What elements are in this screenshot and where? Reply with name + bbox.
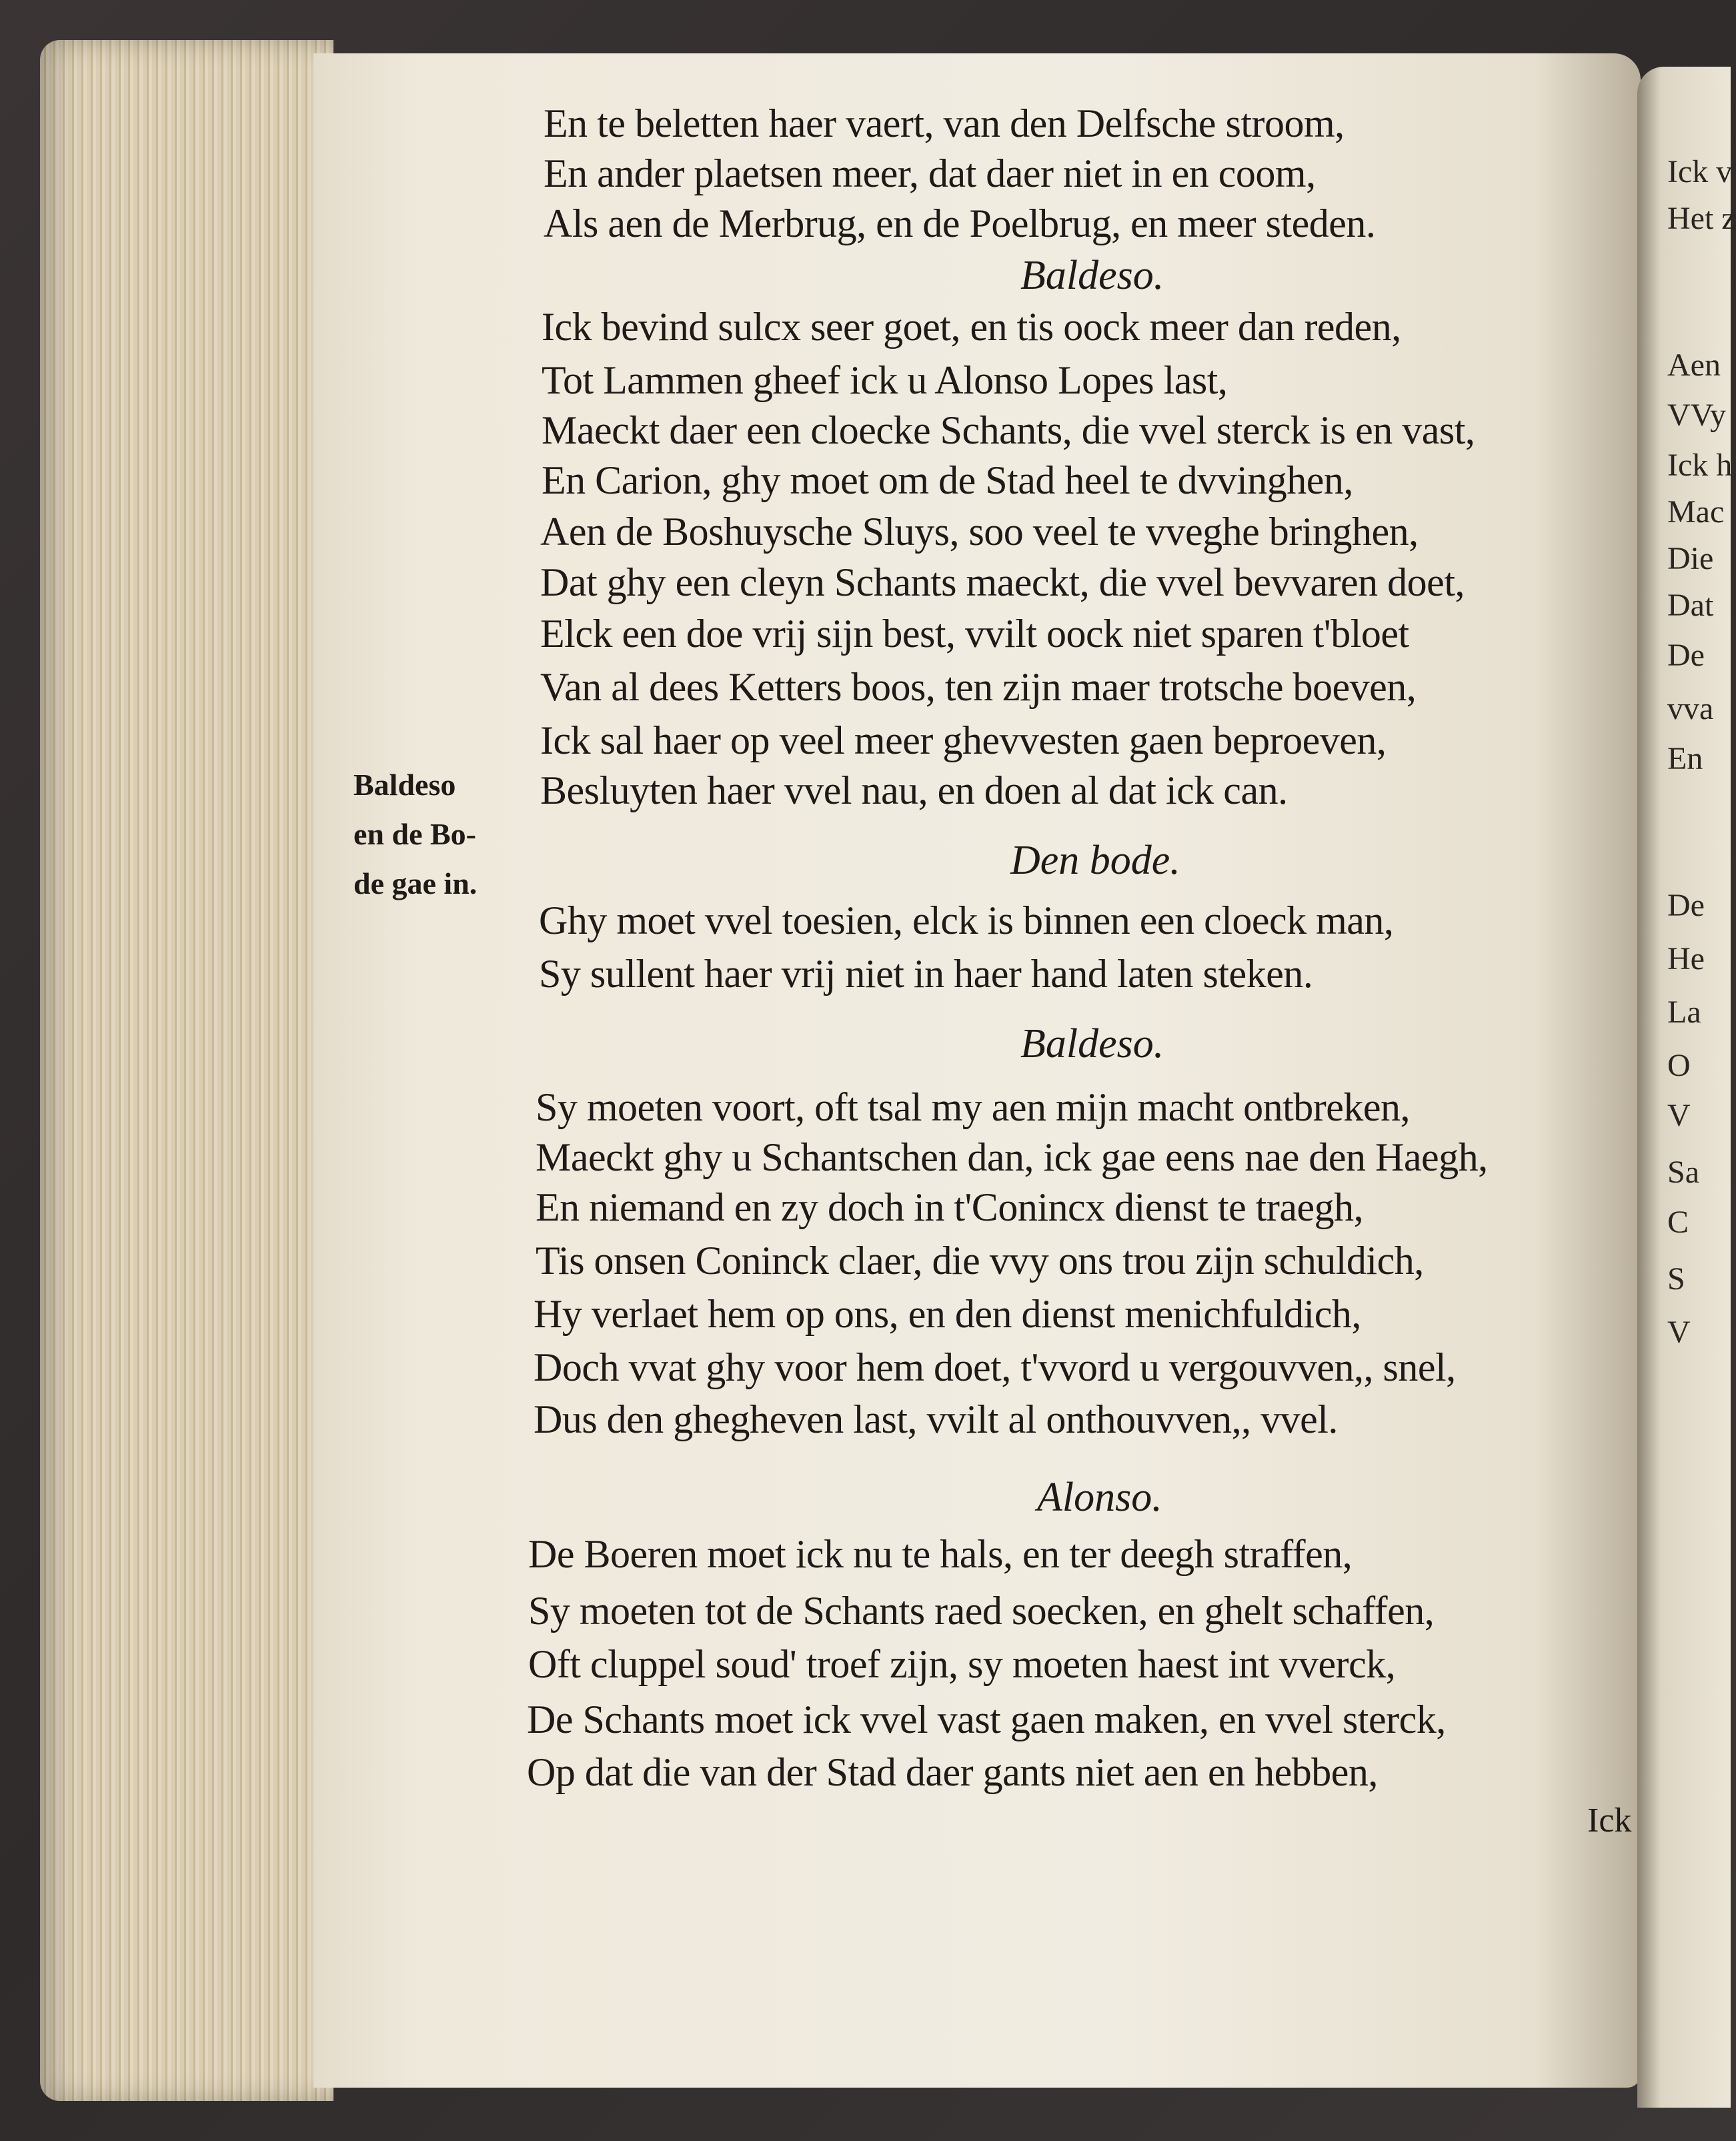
facing-page: [1637, 67, 1736, 2108]
facing-page-fragment: VVy: [1667, 398, 1727, 433]
speaker-heading: Den bode.: [1010, 838, 1180, 883]
verse-line: De Schants moet ick vvel vast gaen maken, en vvel sterck,: [527, 1697, 1446, 1741]
margin-note-line: Baldeso: [353, 768, 456, 802]
facing-page-fragment: De: [1667, 888, 1705, 923]
verse-line: Op dat die van der Stad daer gants niet aen en hebben,: [527, 1750, 1378, 1794]
facing-page-fragment: V: [1667, 1315, 1691, 1350]
facing-page-fragment: Aen: [1667, 347, 1721, 383]
verse-line: Hy verlaet hem op ons, en den dienst menichfuldich,: [534, 1292, 1361, 1336]
margin-note-line: de gae in.: [353, 866, 478, 900]
verse-line: Dat ghy een cleyn Schants maeckt, die vvel bevvaren doet,: [540, 560, 1465, 604]
facing-page-fragment: V: [1667, 1098, 1691, 1133]
facing-page-fragment: Ick h: [1667, 448, 1733, 483]
verse-line: Besluyten haer vvel nau, en doen al dat ick can.: [540, 768, 1288, 812]
verse-line: De Boeren moet ick nu te hals, en ter deegh straffen,: [528, 1532, 1353, 1576]
page-edges: [40, 40, 333, 2101]
verse-line: Sy sullent haer vrij niet in haer hand laten steken.: [539, 952, 1313, 996]
verse-line: En te beletten haer vaert, van den Delfsche stroom,: [544, 101, 1345, 145]
speaker-heading: Baldeso.: [1020, 1021, 1164, 1066]
facing-page-fragment: Dat: [1667, 588, 1714, 623]
facing-page-fragment: Het z: [1667, 201, 1736, 236]
verse-line: En ander plaetsen meer, dat daer niet in en coom,: [544, 151, 1316, 195]
facing-page-fragment: O: [1667, 1048, 1691, 1083]
verse-line: Dus den ghegheven last, vvilt al onthouvven,, vvel.: [534, 1397, 1338, 1441]
verse-line: Aen de Boshuysche Sluys, soo veel te vveghe bringhen,: [540, 510, 1419, 554]
facing-page-fragment: Mac: [1667, 494, 1725, 530]
verse-line: Elck een doe vrij sijn best, vvilt oock niet sparen t'bloet: [540, 612, 1409, 656]
verse-line: Tot Lammen gheef ick u Alonso Lopes last,: [542, 358, 1228, 402]
margin-note-line: en de Bo-: [353, 817, 476, 851]
verse-line: Ick bevind sulcx seer goet, en tis oock meer dan reden,: [542, 305, 1401, 349]
verse-line: Ick sal haer op veel meer ghevvesten gaen beproeven,: [540, 718, 1387, 762]
catchword: Ick: [1587, 1802, 1632, 1840]
facing-page-fragment: Die: [1667, 541, 1714, 576]
verse-line: Sy moeten voort, oft tsal my aen mijn macht ontbreken,: [536, 1085, 1411, 1129]
facing-page-fragment: Sa: [1667, 1155, 1699, 1190]
facing-page-fragment: S: [1667, 1261, 1685, 1297]
verse-line: En niemand en zy doch in t'Conincx dienst te traegh,: [536, 1185, 1364, 1229]
facing-page-fragment: La: [1667, 994, 1701, 1030]
verse-line: Van al dees Ketters boos, ten zijn maer trotsche boeven,: [540, 665, 1417, 709]
facing-page-fragment: En: [1667, 741, 1703, 776]
margin-stage-direction: [353, 760, 527, 908]
verse-line: Maeckt ghy u Schantschen dan, ick gae eens nae den Haegh,: [536, 1135, 1488, 1179]
facing-page-fragment: Ick v: [1667, 154, 1733, 189]
facing-page-fragment: He: [1667, 941, 1705, 976]
facing-page-fragment: C: [1667, 1205, 1689, 1240]
verse-line: Doch vvat ghy voor hem doet, t'vvord u vergouvven,, snel,: [534, 1345, 1456, 1389]
verse-line: Als aen de Merbrug, en de Poelbrug, en meer steden.: [544, 201, 1376, 245]
verse-line: En Carion, ghy moet om de Stad heel te dvvinghen,: [542, 458, 1353, 502]
speaker-heading: Baldeso.: [1020, 253, 1164, 298]
verse-line: Sy moeten tot de Schants raed soecken, en ghelt schaffen,: [528, 1589, 1435, 1633]
verse-line: Maeckt daer een cloecke Schants, die vvel sterck is en vast,: [542, 408, 1475, 452]
facing-page-fragment: vva: [1667, 691, 1714, 726]
verse-line: Tis onsen Coninck claer, die vvy ons trou zijn schuldich,: [536, 1239, 1424, 1283]
facing-page-fragment: De: [1667, 638, 1705, 673]
verse-line: Ghy moet vvel toesien, elck is binnen een cloeck man,: [539, 898, 1394, 942]
speaker-heading: Alonso.: [1037, 1475, 1162, 1520]
verse-line: Oft cluppel soud' troef zijn, sy moeten haest int vverck,: [528, 1642, 1396, 1686]
